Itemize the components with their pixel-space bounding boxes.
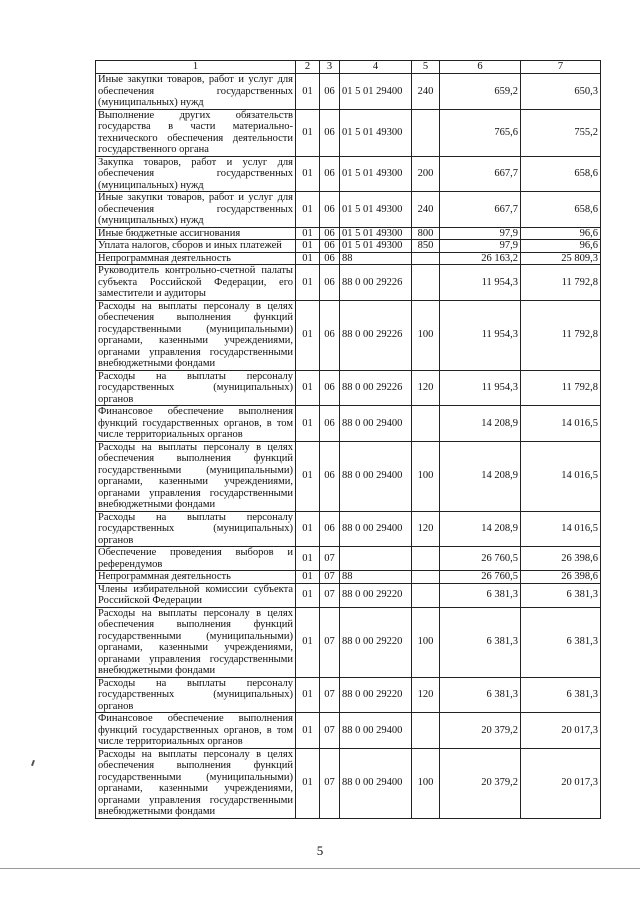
cell-target-article: 01 5 01 49300 [340,156,412,192]
table-row [96,252,601,265]
cell-expense-type [412,547,440,571]
margin-mark [31,760,35,766]
cell-target-article: 01 5 01 49300 [340,192,412,228]
cell-description: Расходы на выплаты персоналу в целях обеспечения выполнения функций государственными (муниципальными) органами, казенными учреждениями, органами управления государственными внебюджетными фондами [96,300,296,370]
table-row [96,571,601,584]
col-header-2: 2 [296,61,320,74]
cell-description: Иные закупки товаров, работ и услуг для обеспечения государственных (муниципальных) нужд [96,74,296,110]
col-header-5: 5 [412,61,440,74]
cell-amount-2023: 14 208,9 [440,441,521,511]
cell-subsection: 07 [320,748,340,818]
cell-amount-2024: 6 381,3 [521,583,601,607]
cell-subsection: 06 [320,300,340,370]
table-row [96,547,601,571]
cell-section: 01 [296,240,320,253]
cell-amount-2024: 650,3 [521,74,601,110]
cell-section: 01 [296,406,320,442]
page-edge-line [0,868,640,869]
table-body [96,74,601,819]
cell-amount-2024: 26 398,6 [521,547,601,571]
cell-amount-2023: 659,2 [440,74,521,110]
cell-subsection: 06 [320,406,340,442]
cell-amount-2023: 11 954,3 [440,265,521,301]
cell-target-article: 88 0 00 29226 [340,265,412,301]
cell-amount-2023: 97,9 [440,227,521,240]
table-row [96,511,601,547]
table-row [96,441,601,511]
table-row [96,240,601,253]
cell-target-article: 88 0 00 29400 [340,748,412,818]
col-header-1: 1 [96,61,296,74]
cell-section: 01 [296,713,320,749]
cell-description: Финансовое обеспечение выполнения функций государственных органов, в том числе территориальных органов [96,406,296,442]
cell-amount-2024: 14 016,5 [521,406,601,442]
cell-amount-2023: 26 760,5 [440,547,521,571]
cell-target-article: 88 0 00 29220 [340,583,412,607]
cell-section: 01 [296,265,320,301]
page-number: 5 [316,843,324,858]
cell-subsection: 07 [320,571,340,584]
cell-target-article: 01 5 01 49300 [340,109,412,156]
table-row [96,406,601,442]
cell-amount-2024: 6 381,3 [521,607,601,677]
cell-amount-2023: 20 379,2 [440,713,521,749]
cell-description: Расходы на выплаты персоналу государственных (муниципальных) органов [96,511,296,547]
cell-amount-2023: 97,9 [440,240,521,253]
cell-description: Обеспечение проведения выборов и референдумов [96,547,296,571]
cell-subsection: 07 [320,607,340,677]
cell-target-article: 88 0 00 29400 [340,713,412,749]
cell-expense-type: 800 [412,227,440,240]
cell-section: 01 [296,156,320,192]
cell-section: 01 [296,583,320,607]
cell-amount-2023: 26 163,2 [440,252,521,265]
cell-section: 01 [296,607,320,677]
cell-target-article: 88 [340,571,412,584]
cell-description: Закупка товаров, работ и услуг для обеспечения государственных (муниципальных) нужд [96,156,296,192]
cell-amount-2023: 667,7 [440,192,521,228]
cell-expense-type [412,252,440,265]
cell-amount-2024: 11 792,8 [521,265,601,301]
cell-subsection: 06 [320,370,340,406]
cell-expense-type: 120 [412,677,440,713]
cell-expense-type [412,265,440,301]
col-header-4: 4 [340,61,412,74]
table-row [96,300,601,370]
cell-section: 01 [296,74,320,110]
cell-amount-2023: 667,7 [440,156,521,192]
cell-target-article: 01 5 01 29400 [340,74,412,110]
cell-description: Руководитель контрольно-счетной палаты субъекта Российской Федерации, его заместители и аудиторы [96,265,296,301]
cell-amount-2024: 6 381,3 [521,677,601,713]
cell-target-article: 88 0 00 29220 [340,677,412,713]
table-row [96,677,601,713]
cell-expense-type: 120 [412,370,440,406]
table-row [96,156,601,192]
cell-subsection: 06 [320,192,340,228]
cell-description: Финансовое обеспечение выполнения функций государственных органов, в том числе территориальных органов [96,713,296,749]
cell-amount-2023: 20 379,2 [440,748,521,818]
cell-target-article: 88 0 00 29400 [340,441,412,511]
cell-expense-type [412,406,440,442]
cell-section: 01 [296,748,320,818]
cell-subsection: 07 [320,677,340,713]
cell-section: 01 [296,370,320,406]
cell-description: Иные закупки товаров, работ и услуг для обеспечения государственных (муниципальных) нужд [96,192,296,228]
cell-section: 01 [296,511,320,547]
cell-target-article: 01 5 01 49300 [340,240,412,253]
cell-target-article [340,547,412,571]
cell-target-article: 88 0 00 29400 [340,406,412,442]
cell-amount-2024: 755,2 [521,109,601,156]
cell-subsection: 07 [320,713,340,749]
cell-amount-2024: 20 017,3 [521,713,601,749]
table-header-row [96,61,601,74]
cell-section: 01 [296,227,320,240]
cell-section: 01 [296,109,320,156]
cell-description: Выполнение других обязательств государства в части материально-технического обеспечения деятельности государственного органа [96,109,296,156]
cell-amount-2023: 14 208,9 [440,406,521,442]
cell-description: Непрограммная деятельность [96,252,296,265]
cell-section: 01 [296,192,320,228]
cell-subsection: 06 [320,511,340,547]
col-header-7: 7 [521,61,601,74]
cell-amount-2024: 96,6 [521,240,601,253]
cell-amount-2023: 6 381,3 [440,607,521,677]
cell-target-article: 88 0 00 29400 [340,511,412,547]
cell-subsection: 06 [320,240,340,253]
col-header-3: 3 [320,61,340,74]
cell-subsection: 06 [320,227,340,240]
cell-amount-2023: 11 954,3 [440,300,521,370]
cell-amount-2024: 20 017,3 [521,748,601,818]
budget-table [95,60,601,819]
cell-expense-type: 240 [412,192,440,228]
cell-section: 01 [296,300,320,370]
cell-target-article: 88 0 00 29226 [340,300,412,370]
cell-expense-type [412,109,440,156]
cell-description: Расходы на выплаты персоналу государственных (муниципальных) органов [96,677,296,713]
cell-subsection: 06 [320,109,340,156]
cell-expense-type: 100 [412,748,440,818]
table-row [96,109,601,156]
cell-expense-type: 240 [412,74,440,110]
table-row [96,713,601,749]
cell-section: 01 [296,571,320,584]
table-row [96,227,601,240]
cell-expense-type: 850 [412,240,440,253]
col-header-6: 6 [440,61,521,74]
cell-expense-type: 200 [412,156,440,192]
cell-expense-type [412,583,440,607]
cell-description: Члены избирательной комиссии субъекта Российской Федерации [96,583,296,607]
cell-description: Расходы на выплаты персоналу в целях обеспечения выполнения функций государственными (муниципальными) органами, казенными учреждениями, органами управления государственными внебюджетными фондами [96,441,296,511]
table-row [96,265,601,301]
table-row [96,583,601,607]
cell-amount-2023: 11 954,3 [440,370,521,406]
cell-target-article: 88 [340,252,412,265]
cell-amount-2023: 26 760,5 [440,571,521,584]
cell-subsection: 06 [320,441,340,511]
cell-amount-2024: 658,6 [521,156,601,192]
cell-description: Расходы на выплаты персоналу в целях обеспечения выполнения функций государственными (муниципальными) органами, казенными учреждениями, органами управления государственными внебюджетными фондами [96,607,296,677]
table-row [96,748,601,818]
cell-amount-2024: 26 398,6 [521,571,601,584]
cell-amount-2024: 25 809,3 [521,252,601,265]
cell-amount-2024: 14 016,5 [521,441,601,511]
cell-expense-type [412,571,440,584]
cell-description: Расходы на выплаты персоналу в целях обеспечения выполнения функций государственными (муниципальными) органами, казенными учреждениями, органами управления государственными внебюджетными фондами [96,748,296,818]
cell-amount-2024: 14 016,5 [521,511,601,547]
cell-section: 01 [296,252,320,265]
cell-subsection: 06 [320,252,340,265]
table-row [96,370,601,406]
cell-section: 01 [296,677,320,713]
cell-amount-2024: 658,6 [521,192,601,228]
cell-target-article: 01 5 01 49300 [340,227,412,240]
cell-amount-2024: 11 792,8 [521,370,601,406]
cell-description: Непрограммная деятельность [96,571,296,584]
cell-expense-type: 120 [412,511,440,547]
cell-amount-2024: 11 792,8 [521,300,601,370]
cell-expense-type: 100 [412,300,440,370]
cell-description: Иные бюджетные ассигнования [96,227,296,240]
cell-description: Расходы на выплаты персоналу государственных (муниципальных) органов [96,370,296,406]
cell-subsection: 06 [320,156,340,192]
cell-subsection: 07 [320,583,340,607]
cell-section: 01 [296,547,320,571]
table-row [96,607,601,677]
cell-target-article: 88 0 00 29226 [340,370,412,406]
cell-target-article: 88 0 00 29220 [340,607,412,677]
cell-subsection: 06 [320,74,340,110]
cell-description: Уплата налогов, сборов и иных платежей [96,240,296,253]
cell-section: 01 [296,441,320,511]
cell-amount-2024: 96,6 [521,227,601,240]
table-row [96,192,601,228]
cell-amount-2023: 14 208,9 [440,511,521,547]
cell-subsection: 06 [320,265,340,301]
cell-amount-2023: 6 381,3 [440,583,521,607]
table-row [96,74,601,110]
cell-expense-type [412,713,440,749]
cell-amount-2023: 6 381,3 [440,677,521,713]
cell-subsection: 07 [320,547,340,571]
cell-expense-type: 100 [412,441,440,511]
cell-expense-type: 100 [412,607,440,677]
cell-amount-2023: 765,6 [440,109,521,156]
